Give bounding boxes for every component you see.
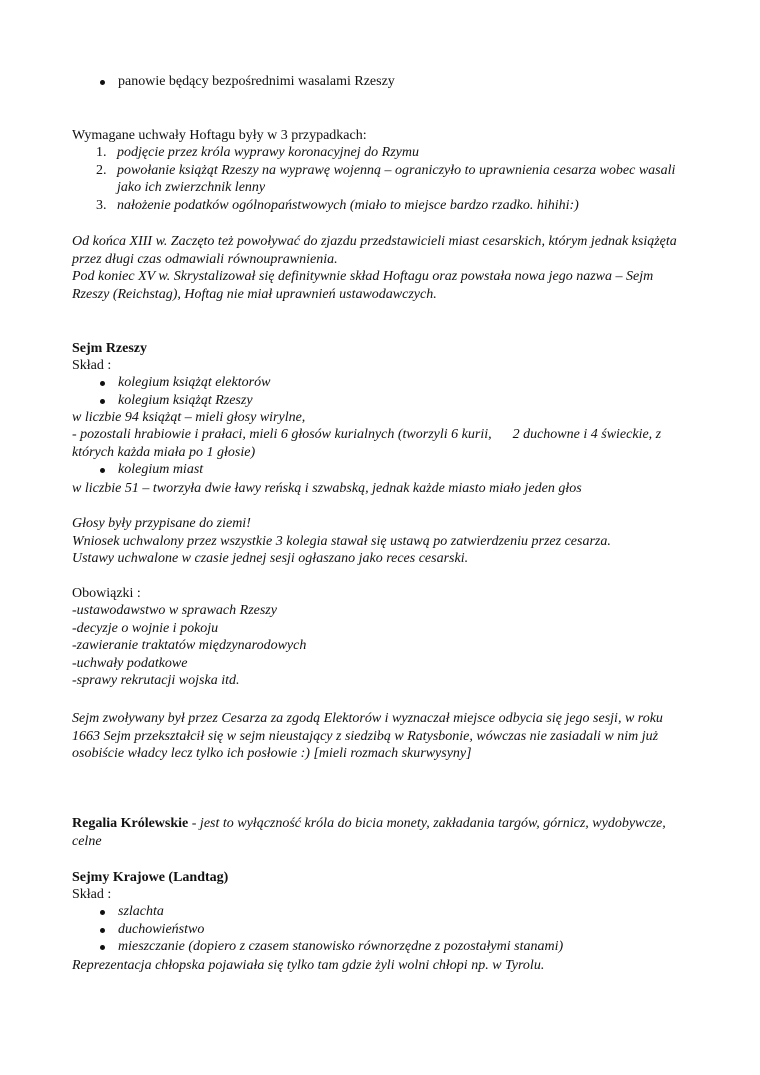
item-number: 2. xyxy=(96,162,107,178)
list-item xyxy=(72,162,692,197)
list-item: szlachta xyxy=(72,903,692,921)
section-heading-sejm-rzeszy: Sejm Rzeszy xyxy=(72,341,148,356)
colleges-list xyxy=(72,374,692,409)
text-line: Ustawy uchwalone w czasie jednej sesji ogłaszano jako reces cesarski. xyxy=(72,551,469,566)
top-bullet-list xyxy=(72,73,692,91)
hoftag-paragraph-2: Pod koniec XV w. Skrystalizował się definitywnie skład Hoftagu oraz powstała nowa jego nazwa – Sejm Rzeszy (Reichstag), Hoftag nie miał uprawnień ustawodawczych. xyxy=(72,269,654,302)
votes-paragraph xyxy=(72,515,692,568)
item-number: 3. xyxy=(96,197,107,213)
sejm-closing-paragraph: Sejm zwoływany był przez Cesarza za zgodą Elektorów i wyznaczał miejsce odbycia się jego sesji, w roku 1663 Sejm przekształcił się w sejm nieustający z siedzibą w Ratysbonie, wówczas nie zasiadali w nim już osobiście władcy lecz tylko ich posłowie :) [mieli rozmach skurwysyny] xyxy=(72,711,663,761)
list-item: panowie będący bezpośrednimi wasalami Rzeszy xyxy=(72,73,692,91)
cities-count-line: w liczbie 51 – tworzyła dwie ławy reńską i szwabską, jednak każde miasto miało jeden głos xyxy=(72,481,582,496)
duties-list xyxy=(72,602,692,690)
list-item: kolegium miast xyxy=(72,461,692,479)
item-text: powołanie książąt Rzeszy na wyprawę wojenną – ograniczyło to uprawnienia cesarza wobec wasali jako ich zwierzchnik lenny xyxy=(117,162,676,195)
sklad-label: Skład : xyxy=(72,887,112,902)
list-item: -ustawodawstwo w sprawach Rzeszy xyxy=(72,603,277,618)
sklad-label: Skład : xyxy=(72,358,112,373)
counts-prelates-line: - pozostali hrabiowie i prałaci, mieli 6 głosów kurialnych (tworzyli 6 kurii, 2 duchowne i 4 świeckie, z których każda miała po 1 głosie) xyxy=(72,427,665,460)
regalia-definition: - jest to wyłączność króla do bicia monety, zakładania targów, górnicz, wydobywcze, celne xyxy=(72,816,666,849)
list-item xyxy=(72,197,692,215)
list-item xyxy=(72,144,692,162)
list-item: duchowieństwo xyxy=(72,921,692,939)
list-item: -decyzje o wojnie i pokoju xyxy=(72,620,219,636)
item-number: 1. xyxy=(96,145,107,160)
list-item: kolegium książąt Rzeszy xyxy=(72,392,692,410)
estates-list xyxy=(72,903,692,956)
princes-count-line: w liczbie 94 książąt – mieli głosy wirylne, xyxy=(72,410,306,425)
list-item: -uchwały podatkowe xyxy=(72,655,188,671)
hoftag-paragraph-1: Od końca XIII w. Zaczęto też powoływać do zjazdu przedstawicieli miast cesarskich, którym jednak książęta przez długi czas odmawiali równouprawnienia. xyxy=(72,234,677,267)
item-text: nałożenie podatków ogólnopaństwowych (miało to miejsce bardzo rzadko. hihihi:) xyxy=(117,197,579,213)
item-text: podjęcie przez króla wyprawy koronacyjnej do Rzymu xyxy=(117,145,419,160)
text-line: Wniosek uchwalony przez wszystkie 3 kolegia stawał się ustawą po zatwierdzeniu przez cesarza. xyxy=(72,533,611,549)
hoftag-numbered-list xyxy=(72,144,692,214)
regalia-term: Regalia Królewskie xyxy=(72,816,189,831)
list-item: kolegium książąt elektorów xyxy=(72,374,692,392)
list-item: mieszczanie (dopiero z czasem stanowisko równorzędne z pozostałymi stanami) xyxy=(72,938,692,956)
hoftag-intro: Wymagane uchwały Hoftagu były w 3 przypadkach: xyxy=(72,128,367,143)
section-heading-landtag: Sejmy Krajowe (Landtag) xyxy=(72,870,229,885)
list-item: -sprawy rekrutacji wojska itd. xyxy=(72,673,240,688)
regalia-paragraph xyxy=(72,815,692,850)
duties-label: Obowiązki : xyxy=(72,586,141,601)
list-item: -zawieranie traktatów międzynarodowych xyxy=(72,638,307,653)
landtag-closing-line: Reprezentacja chłopska pojawiała się tylko tam gdzie żyli wolni chłopi np. w Tyrolu. xyxy=(72,958,545,973)
cities-college-list xyxy=(72,461,692,479)
text-line: Głosy były przypisane do ziemi! xyxy=(72,516,251,531)
